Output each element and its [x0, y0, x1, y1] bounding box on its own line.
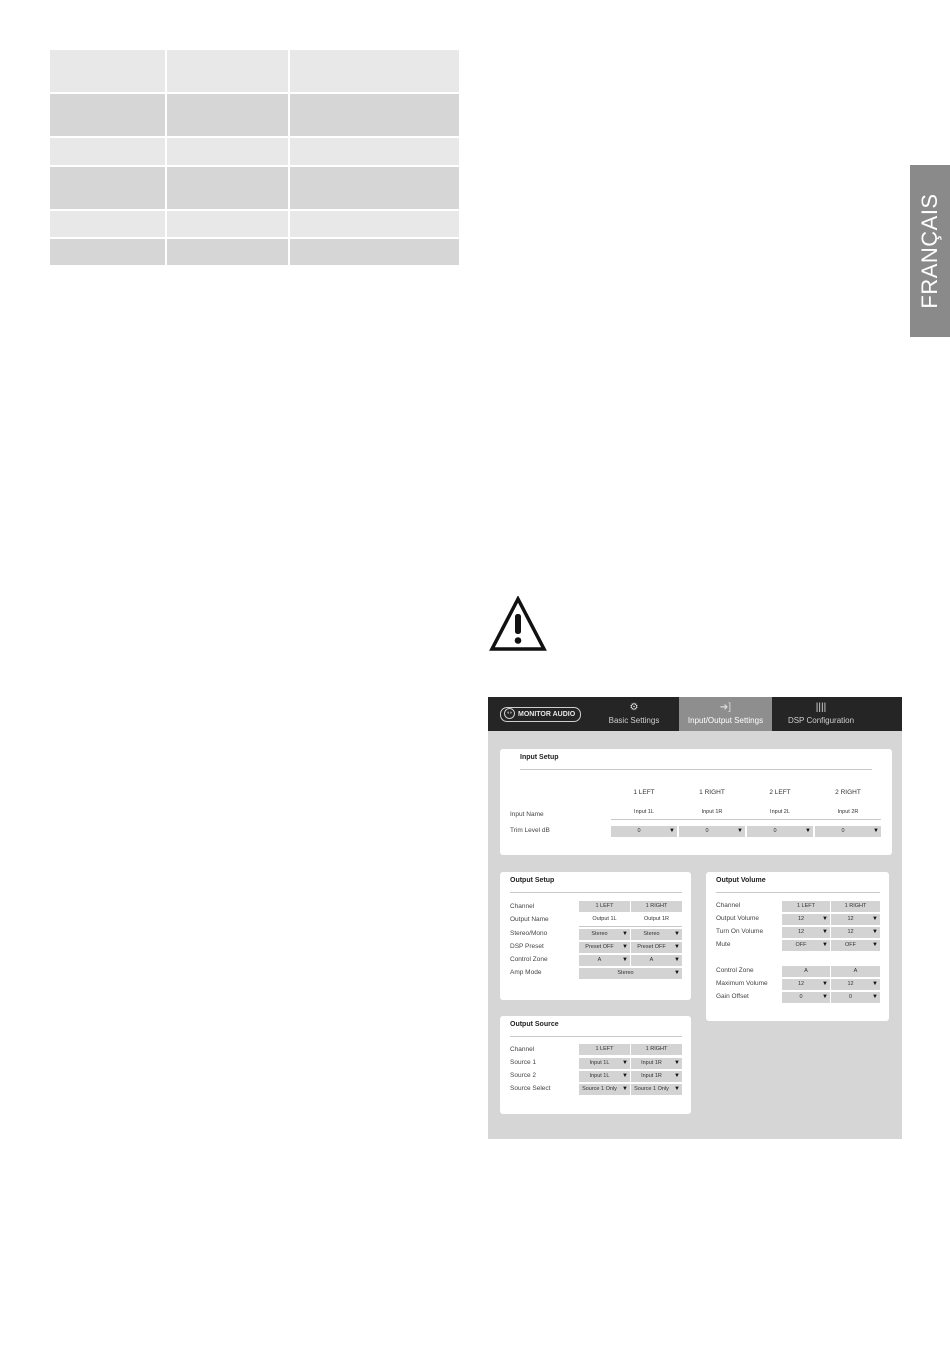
select-value: 0 — [705, 828, 709, 834]
top-nav — [488, 697, 902, 731]
select-value: 12 — [797, 916, 805, 922]
dropdown-arrow-icon: ▼ — [872, 981, 878, 987]
select-value: Source 1 Only — [582, 1086, 617, 1092]
dropdown-arrow-icon: ▼ — [873, 828, 879, 834]
dropdown-arrow-icon: ▼ — [674, 1086, 680, 1092]
table-cell — [290, 211, 459, 237]
select-value: Source 1 Only — [634, 1086, 669, 1092]
input-name-field[interactable]: Input 2L — [747, 807, 813, 818]
select-value: 0 — [637, 828, 641, 834]
stereo-mono-select[interactable] — [579, 929, 630, 940]
dsp-preset-label: DSP Preset — [510, 943, 544, 950]
source-1-select[interactable] — [631, 1058, 682, 1069]
output-volume-panel — [706, 872, 889, 1021]
select-value: 0 — [848, 994, 853, 1000]
dropdown-arrow-icon: ▼ — [822, 916, 828, 922]
source-select-select[interactable] — [579, 1084, 630, 1095]
empty-table — [50, 50, 459, 267]
output-name-field[interactable]: Output 1L — [579, 914, 630, 925]
table-cell — [290, 138, 459, 165]
mute-label: Mute — [716, 941, 731, 948]
select-value: Stereo — [591, 931, 608, 937]
input-arrow-icon: ➔] — [719, 702, 732, 713]
dropdown-arrow-icon: ▼ — [622, 1086, 628, 1092]
source-select-label: Source Select — [510, 1085, 551, 1092]
select-value: 12 — [847, 916, 854, 922]
dropdown-arrow-icon: ▼ — [822, 929, 828, 935]
maximum-volume-select[interactable] — [782, 979, 830, 990]
output-volume-select[interactable] — [782, 914, 830, 925]
dropdown-arrow-icon: ▼ — [622, 931, 628, 937]
app-window — [488, 697, 902, 1139]
select-value: Preset OFF — [585, 944, 614, 950]
panel-title: Output Volume — [716, 877, 766, 884]
input-name-label: Input Name — [510, 811, 544, 818]
column-header: 1 LEFT — [633, 789, 655, 796]
select-value: Input 1L — [589, 1073, 610, 1079]
select-value: 12 — [797, 981, 805, 987]
turn-on-volume-select[interactable] — [782, 927, 830, 938]
panel-title: Output Setup — [510, 877, 555, 884]
divider — [510, 892, 682, 893]
channel-label: Channel — [716, 902, 741, 909]
source-select-select[interactable] — [631, 1084, 682, 1095]
select-value: OFF — [795, 942, 807, 948]
select-value: Stereo — [643, 931, 660, 937]
table-cell — [167, 94, 288, 136]
tab-label: Basic Settings — [608, 716, 660, 725]
dropdown-arrow-icon: ▼ — [674, 957, 680, 963]
column-header: 1 RIGHT — [699, 789, 725, 796]
select-value: OFF — [845, 942, 856, 948]
gain-offset-select[interactable] — [782, 992, 830, 1003]
input-name-field[interactable]: Input 1L — [611, 807, 677, 818]
tab-dsp-configuration[interactable] — [778, 697, 864, 731]
table-cell — [50, 138, 165, 165]
output-source-panel — [500, 1016, 691, 1114]
divider — [510, 1036, 682, 1037]
dropdown-arrow-icon: ▼ — [669, 828, 675, 834]
control-zone-select[interactable] — [579, 955, 630, 966]
tab-basic-settings[interactable] — [592, 697, 676, 731]
table-row — [50, 211, 459, 239]
table-cell — [50, 211, 165, 237]
divider — [520, 769, 872, 770]
channel-header: 1 LEFT — [579, 901, 630, 912]
select-value: 12 — [847, 929, 854, 935]
divider — [579, 926, 682, 927]
stereo-mono-select[interactable] — [631, 929, 682, 940]
output-name-field[interactable]: Output 1R — [631, 914, 682, 925]
input-name-field[interactable]: Input 1R — [679, 807, 745, 818]
select-value: Input 1R — [641, 1060, 662, 1066]
dsp-preset-select[interactable] — [579, 942, 630, 953]
tab-label: Input/Output Settings — [687, 716, 764, 725]
table-cell — [50, 94, 165, 136]
dropdown-arrow-icon: ▼ — [622, 1060, 628, 1066]
dropdown-arrow-icon: ▼ — [674, 970, 680, 976]
trim-level-label: Trim Level dB — [510, 827, 550, 834]
select-value: 0 — [841, 828, 845, 834]
dropdown-arrow-icon: ▼ — [872, 929, 878, 935]
select-value: 12 — [847, 981, 854, 987]
table-cell — [50, 167, 165, 209]
source-2-label: Source 2 — [510, 1072, 537, 1079]
gain-offset-select[interactable] — [831, 992, 880, 1003]
dropdown-arrow-icon: ▼ — [674, 1073, 680, 1079]
turn-on-volume-label: Turn On Volume — [716, 928, 764, 935]
panel-title: Output Source — [510, 1021, 559, 1028]
dropdown-arrow-icon: ▼ — [822, 981, 828, 987]
dropdown-arrow-icon: ▼ — [674, 944, 680, 950]
table-cell — [167, 211, 288, 237]
dropdown-arrow-icon: ▼ — [805, 828, 811, 834]
dsp-preset-select[interactable] — [631, 942, 682, 953]
output-setup-panel — [500, 872, 691, 1000]
table-cell — [167, 138, 288, 165]
table-cell — [290, 50, 459, 92]
amp-mode-label: Amp Mode — [510, 969, 542, 976]
table-row — [50, 239, 459, 267]
table-cell — [167, 239, 288, 265]
dropdown-arrow-icon: ▼ — [872, 916, 878, 922]
maximum-volume-select[interactable] — [831, 979, 880, 990]
channel-label: Channel — [510, 903, 535, 910]
source-2-select[interactable] — [579, 1071, 630, 1082]
channel-header: 1 LEFT — [782, 901, 830, 912]
source-1-label: Source 1 — [510, 1059, 537, 1066]
table-cell — [290, 167, 459, 209]
output-volume-label: Output Volume — [716, 915, 759, 922]
maximum-volume-label: Maximum Volume — [716, 980, 768, 987]
gain-offset-label: Gain Offset — [716, 993, 749, 1000]
divider — [716, 892, 880, 893]
divider — [611, 819, 881, 820]
panel-title: Input Setup — [520, 754, 559, 761]
input-name-field[interactable]: Input 2R — [815, 807, 881, 818]
table-cell — [290, 94, 459, 136]
select-value: A — [597, 957, 602, 963]
language-label: FRANÇAIS — [917, 193, 942, 309]
control-zone-value: A — [782, 966, 830, 977]
channel-header: 1 LEFT — [579, 1044, 630, 1055]
dropdown-arrow-icon: ▼ — [622, 944, 628, 950]
brand-mark-icon: ◖◗ — [504, 708, 515, 719]
column-header: 2 RIGHT — [835, 789, 861, 796]
select-value: Input 1L — [589, 1060, 610, 1066]
control-zone-label: Control Zone — [510, 956, 548, 963]
select-value: 0 — [799, 994, 803, 1000]
table-row — [50, 50, 459, 94]
turn-on-volume-select[interactable] — [831, 927, 880, 938]
trim-level-select[interactable] — [679, 826, 745, 837]
dropdown-arrow-icon: ▼ — [674, 931, 680, 937]
channel-header: 1 RIGHT — [631, 1044, 682, 1055]
source-1-select[interactable] — [579, 1058, 630, 1069]
control-zone-select[interactable] — [631, 955, 682, 966]
warning-icon — [489, 596, 547, 652]
channel-header: 1 RIGHT — [831, 901, 880, 912]
channel-header: 1 RIGHT — [631, 901, 682, 912]
dropdown-arrow-icon: ▼ — [872, 942, 878, 948]
dropdown-arrow-icon: ▼ — [622, 1073, 628, 1079]
select-value: 0 — [773, 828, 777, 834]
tab-label: DSP Configuration — [787, 716, 855, 725]
mute-select[interactable] — [782, 940, 830, 951]
table-cell — [167, 167, 288, 209]
bars-icon: |||| — [815, 702, 827, 713]
table-row — [50, 167, 459, 211]
dropdown-arrow-icon: ▼ — [822, 994, 828, 1000]
column-header: 2 LEFT — [769, 789, 791, 796]
select-value: A — [649, 957, 654, 963]
dropdown-arrow-icon: ▼ — [872, 994, 878, 1000]
tab-input-output-settings[interactable] — [679, 697, 772, 731]
table-cell — [50, 50, 165, 92]
stereo-mono-label: Stereo/Mono — [510, 930, 548, 937]
output-name-label: Output Name — [510, 916, 549, 923]
gear-icon: ⚙ — [629, 702, 639, 713]
input-setup-panel — [500, 749, 892, 855]
table-cell — [167, 50, 288, 92]
select-value: Preset OFF — [637, 944, 666, 950]
dropdown-arrow-icon: ▼ — [822, 942, 828, 948]
mute-select[interactable] — [831, 940, 880, 951]
brand-logo[interactable] — [500, 707, 581, 722]
language-side-tab — [910, 165, 950, 337]
table-row — [50, 138, 459, 167]
dropdown-arrow-icon: ▼ — [674, 1060, 680, 1066]
dropdown-arrow-icon: ▼ — [737, 828, 743, 834]
brand-name: MONITOR AUDIO — [518, 711, 576, 718]
table-cell — [50, 239, 165, 265]
select-value: 12 — [797, 929, 805, 935]
table-row — [50, 94, 459, 138]
output-volume-select[interactable] — [831, 914, 880, 925]
control-zone-label: Control Zone — [716, 967, 754, 974]
trim-level-select[interactable] — [815, 826, 881, 837]
amp-mode-select[interactable] — [579, 968, 682, 979]
control-zone-value: A — [831, 966, 880, 977]
table-cell — [290, 239, 459, 265]
trim-level-select[interactable] — [747, 826, 813, 837]
channel-label: Channel — [510, 1046, 535, 1053]
select-value: Input 1R — [641, 1073, 662, 1079]
source-2-select[interactable] — [631, 1071, 682, 1082]
dropdown-arrow-icon: ▼ — [622, 957, 628, 963]
trim-level-select[interactable] — [611, 826, 677, 837]
select-value: Stereo — [617, 970, 634, 976]
